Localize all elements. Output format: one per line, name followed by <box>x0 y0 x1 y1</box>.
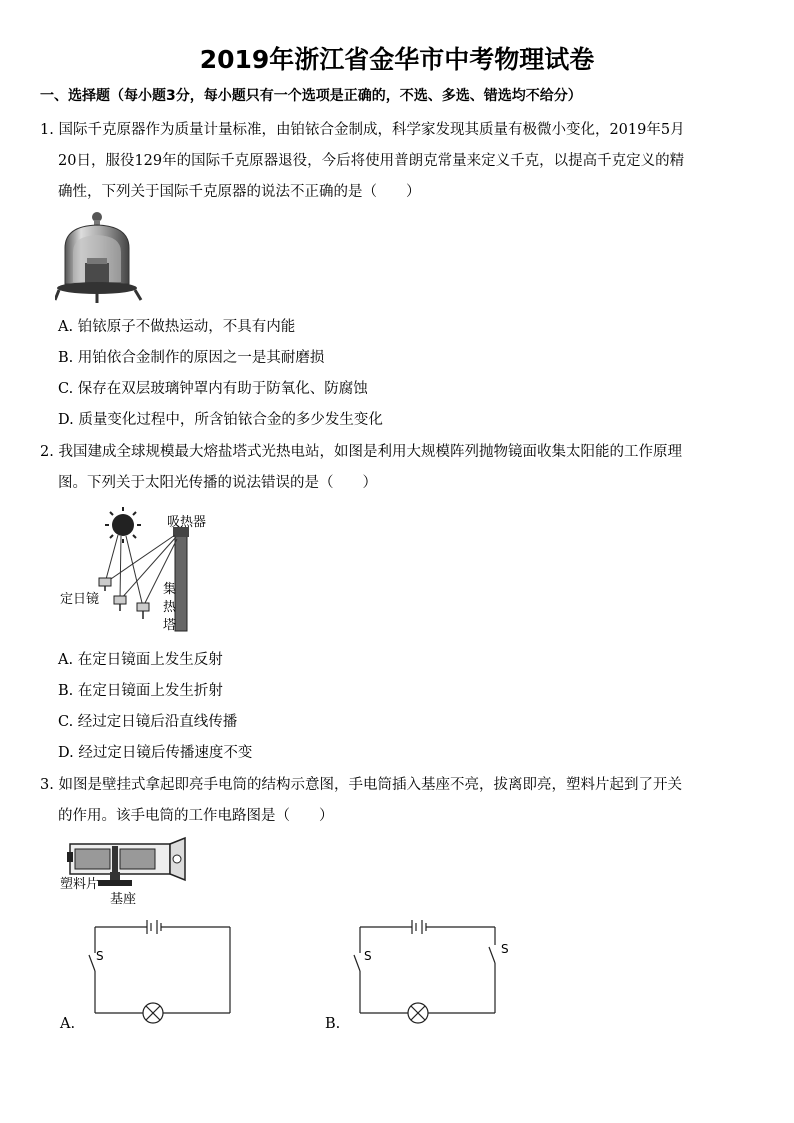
circuit-a <box>85 915 240 1030</box>
q1-line-2: 20日，服役129年的国际千克原器退役，今后将使用普朗克常量来定义千克，以提高千克定义的精 <box>58 153 685 169</box>
page-title: 2019年浙江省金华市中考物理试卷 <box>199 45 595 74</box>
plastic-label: 塑料片 <box>60 877 100 892</box>
circuit-b <box>350 915 505 1030</box>
q1-option-b: B. 用铂依合金制作的原因之一是其耐磨损 <box>58 350 325 366</box>
q1-option-a: A. 铂铱原子不做热运动，不具有内能 <box>58 319 296 335</box>
q2-option-a: A. 在定日镜面上发生反射 <box>58 652 223 668</box>
tower-label-3: 塔 <box>163 618 177 633</box>
circuit-a-switch-label: S <box>96 949 104 963</box>
q2-option-c: C. 经过定日镜后沿直线传播 <box>58 714 238 730</box>
q1-option-d: D. 质量变化过程中，所含铂铱合金的多少发生变化 <box>58 412 383 428</box>
q1-option-c: C. 保存在双层玻璃钟罩内有助于防氧化、防腐蚀 <box>58 381 368 397</box>
q2-option-d: D. 经过定日镜后传播速度不变 <box>58 745 253 761</box>
q2-line-2: 图。下列关于太阳光传播的说法错误的是（ ） <box>58 475 377 491</box>
circuit-b-switch-label-1: S <box>364 949 372 963</box>
circuit-b-option-label: B. <box>325 1016 341 1032</box>
q1-line-1: 1. 国际千克原器作为质量计量标准，由铂铱合金制成，科学家发现其质量有极微小变化，2019年5月 <box>40 122 685 138</box>
base-label: 基座 <box>110 892 137 907</box>
heliostat-label: 定日镜 <box>60 592 100 607</box>
q2-option-b: B. 在定日镜面上发生折射 <box>58 683 223 699</box>
q3-line-1: 3. 如图是壁挂式拿起即亮手电筒的结构示意图，手电筒插入基座不亮，拔离即亮，塑料片起到了开关 <box>40 777 682 793</box>
section-heading: 一、选择题（每小题3分，每小题只有一个选项是正确的，不选、多选、错选均不给分） <box>40 88 582 104</box>
circuit-a-option-label: A. <box>60 1016 76 1032</box>
sun-icon <box>105 507 141 543</box>
q1-line-3: 确性，下列关于国际千克原器的说法不正确的是（ ） <box>58 184 421 200</box>
q2-line-1: 2. 我国建成全球规模最大熔盐塔式光热电站，如图是利用大规模阵列抛物镜面收集太阳能的工作原理 <box>40 444 682 460</box>
tower-label-1: 集 <box>163 582 177 597</box>
kilogram-prototype-image <box>55 208 145 306</box>
circuit-b-switch-label-2: S <box>501 942 509 956</box>
absorber-label: 吸热器 <box>167 515 207 530</box>
q3-line-2: 的作用。该手电筒的工作电路图是（ ） <box>58 808 334 824</box>
tower-label-2: 热 <box>163 600 177 615</box>
